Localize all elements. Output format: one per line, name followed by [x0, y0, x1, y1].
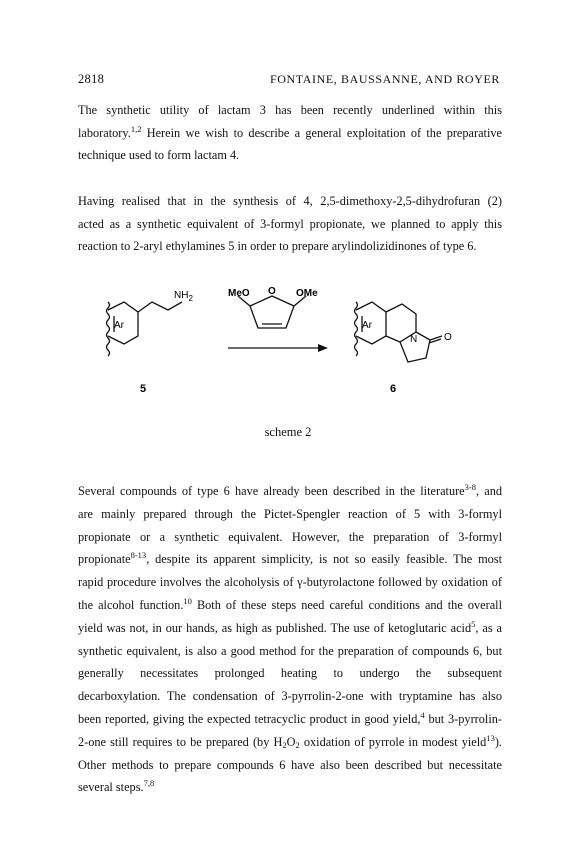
text-run: Several compounds of type 6 have already been described in the literature — [78, 484, 465, 498]
text-run: O — [286, 734, 296, 749]
amine-label: $NH_2$ — [174, 290, 193, 303]
arrow-head — [318, 344, 328, 352]
paragraph-line: The synthetic utility of lactam 3 has been recently underlined within this — [78, 103, 502, 117]
paragraph-line: rapid procedure involves the alcoholysis of γ-butyrolactone followed by oxidation of — [78, 575, 502, 590]
text-run: , and — [476, 484, 502, 498]
paragraph-line — [78, 594, 502, 617]
aryl-label-right: Ar — [362, 320, 372, 331]
scheme-caption: scheme 2 — [264, 425, 312, 439]
citation-ref: 1,2 — [130, 123, 142, 134]
text-run: yield was not, in our hands, as high as published. The use of ketoglutaric acid — [78, 620, 472, 635]
paragraph-line: synthetic equivalent, is also a good method for the preparation of compounds 6, but — [78, 643, 502, 658]
text-run: been reported, giving the expected tetracyclic product in good yield, — [78, 711, 421, 726]
text-run: Both of these steps need careful conditions and the overall — [191, 597, 502, 612]
paragraph-line — [78, 480, 502, 503]
paragraph-line — [78, 708, 502, 731]
citation-ref: 7,8 — [143, 778, 155, 789]
paragraph-line: Other methods to prepare compounds 6 have also been described but necessitate — [78, 757, 502, 772]
paragraph-line: acted as a synthetic equivalent of 3-formyl propionate, we planned to apply this — [78, 216, 502, 231]
text-run: Herein we wish to describe a general exploitation of the preparative — [141, 125, 502, 140]
product-nitrogen: N — [410, 334, 418, 345]
paragraph-line: decarboxylation. The condensation of 3-pyrrolin-2-one with tryptamine has also — [78, 689, 502, 704]
subscript: 2 — [295, 739, 300, 750]
paragraph-line: generally necessitates prolonged heating to undergo the subsequent — [78, 666, 502, 681]
text-run: , as a — [475, 620, 502, 635]
compound-number-right: 6 — [390, 383, 397, 395]
ethyl-chain — [138, 302, 182, 312]
subscript: 2 — [282, 739, 287, 750]
citation-ref: 5 — [471, 618, 476, 629]
citation-ref: 8-13 — [130, 550, 147, 561]
paragraph-line: propionate or a synthetic equivalent. However, the preparation of 3-formyl — [78, 529, 502, 544]
text-run: but 3-pyrrolin- — [424, 711, 502, 726]
methoxy-right: OMe — [296, 288, 318, 299]
methoxy-left: MeO — [228, 288, 250, 299]
paragraph-line: reaction to 2-aryl ethylamines 5 in order to prepare arylindolizidinones of type 6. — [78, 239, 477, 254]
compound-number-left: 5 — [140, 383, 147, 395]
citation-ref: 3-8 — [464, 482, 476, 492]
ring-oxygen: O — [268, 286, 276, 297]
paragraph-line: Having realised that in the synthesis of 4, 2,5-dimethoxy-2,5-dihydrofuran (2) — [78, 194, 502, 208]
paragraph-line — [78, 731, 502, 754]
text-run: , despite its apparent simplicity, is not so easily feasible. The most — [146, 552, 502, 567]
text-run: ). — [494, 734, 502, 749]
paragraph-intro — [78, 99, 502, 167]
paragraph-literature — [78, 480, 502, 799]
paragraph-line — [78, 122, 502, 145]
paragraph-line — [78, 617, 502, 640]
text-run: propionate — [78, 552, 131, 567]
text-run: several steps. — [78, 780, 144, 795]
citation-ref: 4 — [420, 709, 425, 720]
text-run: oxidation of pyrrole in modest yield — [299, 734, 487, 749]
text-run: 2-one still requires to be prepared (by H — [78, 734, 283, 749]
paragraph-line — [78, 776, 502, 799]
citation-ref: 13 — [486, 732, 495, 743]
text-run: laboratory. — [78, 125, 131, 140]
page-number: 2818 — [78, 72, 105, 86]
text-run: the alcohol function. — [78, 597, 184, 612]
paragraph-line — [78, 548, 502, 571]
paragraph-line: technique used to form lactam 4. — [78, 148, 240, 163]
aryl-label-left: Ar — [114, 320, 124, 331]
paragraph-plan — [78, 190, 502, 258]
dihydrofuran-ring — [250, 296, 294, 328]
citation-ref: 10 — [183, 595, 192, 606]
paragraph-line: are mainly prepared through the Pictet-Spengler reaction of 5 with 3-formyl — [78, 506, 502, 521]
reaction-scheme — [90, 282, 490, 412]
running-head: FONTAINE, BAUSSANNE, AND ROYER — [269, 72, 500, 86]
product-carbonyl-oxygen: O — [444, 332, 452, 343]
